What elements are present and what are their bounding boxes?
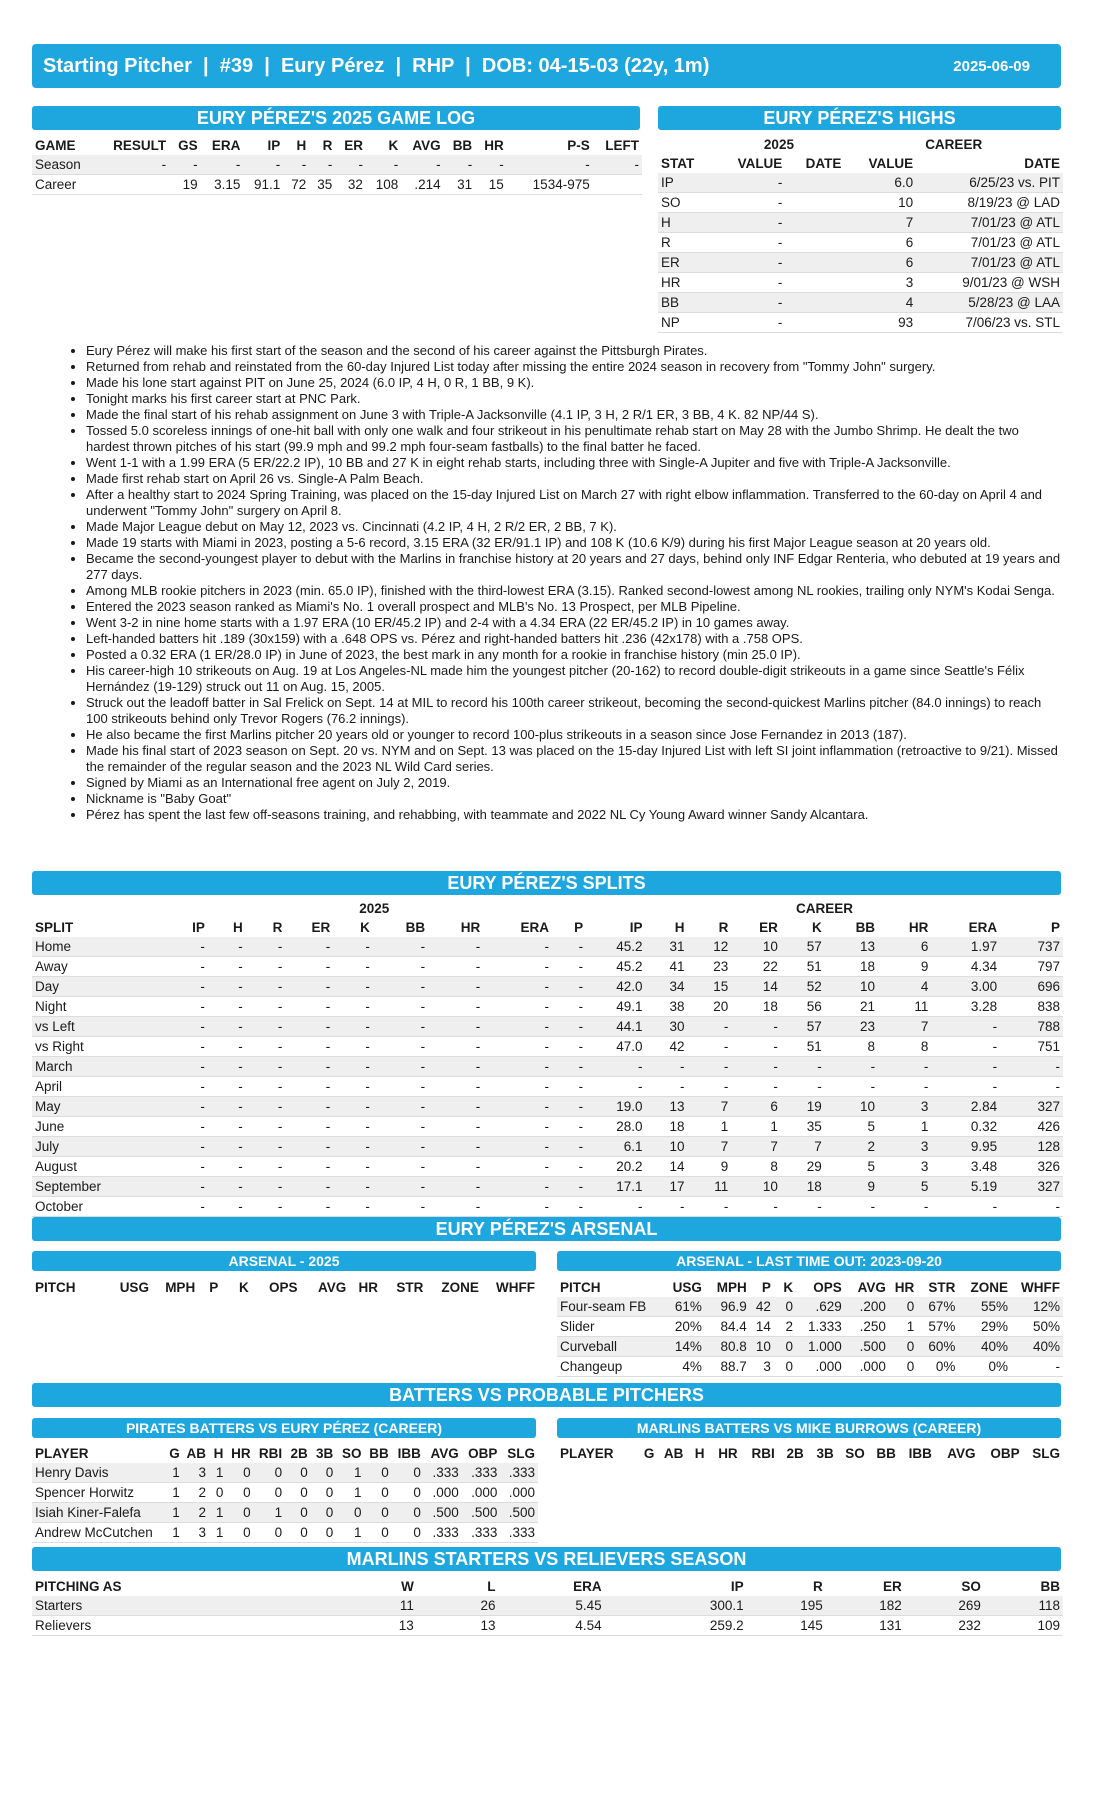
column-header: P — [761, 1280, 771, 1295]
column-header: H — [213, 1446, 224, 1461]
column-header: WHFF — [1021, 1280, 1060, 1295]
table-row: August - - - - - - - - - 20.2 14 9 8 29 5 3 3.48 326 — [32, 1157, 1063, 1177]
splits-group-career: CAREER — [796, 901, 854, 916]
column-header: 2B — [290, 1446, 308, 1461]
column-header: HR — [358, 1280, 378, 1295]
arsenal-title: EURY PÉREZ'S ARSENAL — [32, 1217, 1061, 1241]
col-er: ER — [344, 138, 363, 153]
column-header: OBP — [468, 1446, 498, 1461]
column-header: P — [574, 920, 584, 935]
note-item: • Struck out the leadoff batter in Sal Frelick on Sept. 14 at MIL to record his 100th career strikeout, becoming the second-quickest Marlins pitcher (84.0 innings) to reach 100 strikeouts behind only Trevor Rogers (76.2 innings). — [86, 695, 1063, 727]
column-header: MPH — [165, 1280, 196, 1295]
highs-group-2025: 2025 — [763, 137, 794, 152]
highs-title: EURY PÉREZ'S HIGHS — [658, 106, 1061, 130]
column-header: HR — [908, 920, 929, 935]
table-row: Spencer Horwitz 1 2 0 0 0 0 0 1 0 0 .000 .000 .000 — [32, 1483, 538, 1503]
table-row: NP - 93 7/06/23 vs. STL — [658, 313, 1063, 333]
column-header: IBB — [397, 1446, 421, 1461]
table-row: Andrew McCutchen 1 3 1 0 0 0 0 1 0 0 .333 .333 .333 — [32, 1523, 538, 1543]
column-header: ERA — [968, 920, 998, 935]
header-bar — [32, 44, 1061, 88]
marlins-batters-title: MARLINS BATTERS VS MIKE BURROWS (CAREER) — [557, 1418, 1061, 1438]
column-header: BB — [405, 920, 426, 935]
col-ps: P-S — [567, 138, 590, 153]
column-header: K — [811, 920, 822, 935]
table-row: HR - 3 9/01/23 @ WSH — [658, 273, 1063, 293]
starters-relievers-title: MARLINS STARTERS VS RELIEVERS SEASON — [32, 1547, 1061, 1571]
column-header: BB — [876, 1446, 896, 1461]
column-header: BB — [369, 1446, 389, 1461]
column-header: SLG — [507, 1446, 535, 1461]
note-item: • Tossed 5.0 scoreless innings of one-hit ball with only one walk and four strikeout in his penultimate rehab start on May 28 with the Jumbo Shrimp. He dealt the two hardest thrown pitches of his start (99.9 mph and 99.2 mph four-seam fastballs) to the final batter he faced. — [86, 423, 1063, 455]
table-row: H - 7 7/01/23 @ ATL — [658, 213, 1063, 233]
column-header: K — [360, 920, 370, 935]
column-header: R — [272, 920, 283, 935]
column-header: HR — [718, 1446, 738, 1461]
column-header: ERA — [520, 920, 549, 935]
column-header: IP — [730, 1579, 744, 1594]
column-header: PITCH — [560, 1280, 601, 1295]
column-header: 2B — [786, 1446, 804, 1461]
table-row: vs Right - - - - - - - - - 47.0 42 - - 51 8 8 - 751 — [32, 1037, 1063, 1057]
table-row: Slider 20% 84.4 14 2 1.333 .250 1 57% 29% 50% — [557, 1317, 1063, 1337]
column-header: 3B — [816, 1446, 834, 1461]
table-row: Four-seam FB 61% 96.9 42 0 .629 .200 0 67% 55% 12% — [557, 1297, 1063, 1317]
column-header: BB — [1040, 1579, 1060, 1594]
header-role: Starting Pitcher — [43, 54, 192, 77]
column-header: AVG — [857, 1280, 886, 1295]
note-item: • Signed by Miami as an International free agent on July 2, 2019. — [86, 775, 1063, 791]
game-log-title: EURY PÉREZ'S 2025 GAME LOG — [32, 106, 640, 130]
col-k: K — [388, 138, 399, 153]
column-header: STR — [396, 1280, 424, 1295]
column-header: STR — [928, 1280, 956, 1295]
table-row: BB - 4 5/28/23 @ LAA — [658, 293, 1063, 313]
column-header: SO — [342, 1446, 362, 1461]
column-header: RBI — [751, 1446, 775, 1461]
table-row: Henry Davis 1 3 1 0 0 0 0 1 0 0 .333 .333 .333 — [32, 1463, 538, 1483]
note-item: • His career-high 10 strikeouts on Aug. 19 at Los Angeles-NL made him the youngest pitcher (20-162) to record double-digit strikeouts in a game since Seattle's Félix Hernández (19-129) struck out 11 on Aug. 15, 2005. — [86, 663, 1063, 695]
table-row: May - - - - - - - - - 19.0 13 7 6 19 10 3 2.84 327 — [32, 1097, 1063, 1117]
column-header: HR — [894, 1280, 915, 1295]
table-row: SO - 10 8/19/23 @ LAD — [658, 193, 1063, 213]
table-row: Relievers 13 13 4.54 259.2 145 131 232 109 — [32, 1616, 1063, 1636]
col-r: R — [322, 138, 333, 153]
column-header: SO — [961, 1579, 981, 1594]
note-item: • Went 1-1 with a 1.99 ERA (5 ER/22.2 IP), 10 BB and 27 K in eight rehab starts, including three with Single-A Jupiter and five with Triple-A Jacksonville. — [86, 455, 1063, 471]
column-header: MPH — [716, 1280, 747, 1295]
table-row: Away - - - - - - - - - 45.2 41 23 22 51 18 9 4.34 797 — [32, 957, 1063, 977]
column-header: R — [718, 920, 729, 935]
col-date-career: DATE — [1024, 156, 1060, 171]
column-header: G — [643, 1446, 655, 1461]
column-header: HR — [460, 920, 481, 935]
notes-list — [68, 343, 1063, 823]
col-left: LEFT — [605, 138, 639, 153]
column-header: 3B — [316, 1446, 334, 1461]
col-h: H — [296, 138, 307, 153]
arsenal-last-table — [557, 1278, 1063, 1377]
note-item: • Made the final start of his rehab assignment on June 3 with Triple-A Jacksonville (4.1 IP, 3 H, 2 R/1 ER, 3 BB, 4 K. 82 NP/44 S). — [86, 407, 1063, 423]
highs-table — [658, 136, 1063, 333]
highs-group-career: CAREER — [925, 137, 983, 152]
column-header: SLG — [1032, 1446, 1060, 1461]
column-header: SPLIT — [35, 920, 74, 935]
column-header: HR — [231, 1446, 251, 1461]
col-ip: IP — [267, 138, 281, 153]
column-header: ER — [759, 920, 778, 935]
note-item: • Tonight marks his first career start at PNC Park. — [86, 391, 1063, 407]
starters-relievers-table — [32, 1577, 1063, 1636]
header-number: #39 — [219, 54, 254, 77]
column-header: ZONE — [970, 1280, 1009, 1295]
header-title: Starting Pitcher | #39 | Eury Pérez | RHP | DOB: 04-15-03 (22y, 1m) — [43, 54, 710, 77]
column-header: IBB — [908, 1446, 932, 1461]
column-header: PITCH — [35, 1280, 76, 1295]
col-date-2025: DATE — [805, 156, 842, 171]
col-era: ERA — [211, 138, 241, 153]
arsenal-2025-table — [32, 1278, 538, 1297]
table-row: September - - - - - - - - - 17.1 17 11 10 18 9 5 5.19 327 — [32, 1177, 1063, 1197]
col-stat: STAT — [661, 156, 695, 171]
table-row: October - - - - - - - - - - - - - - - - - - — [32, 1197, 1063, 1217]
column-header: OPS — [269, 1280, 298, 1295]
column-header: AB — [186, 1446, 206, 1461]
column-header: BB — [855, 920, 876, 935]
note-item: • Entered the 2023 season ranked as Miami's No. 1 overall prospect and MLB's No. 13 Prospect, per MLB Pipeline. — [86, 599, 1063, 615]
col-bb: BB — [452, 138, 473, 153]
column-header: AVG — [317, 1280, 347, 1295]
column-header: USG — [119, 1280, 149, 1295]
note-item: • Eury Pérez will make his first start of the season and the second of his career against the Pittsburgh Pirates. — [86, 343, 1063, 359]
column-header: ER — [883, 1579, 902, 1594]
table-row: ER - 6 7/01/23 @ ATL — [658, 253, 1063, 273]
col-result: RESULT — [113, 138, 167, 153]
table-row: Changeup 4% 88.7 3 0 .000 .000 0 0% 0% - — [557, 1357, 1063, 1377]
col-avg: AVG — [412, 138, 441, 153]
game-log-table — [32, 136, 642, 195]
table-row: IP - 6.0 6/25/23 vs. PIT — [658, 173, 1063, 193]
col-value-2025: VALUE — [737, 156, 783, 171]
column-header: PLAYER — [35, 1446, 89, 1461]
batters-title: BATTERS VS PROBABLE PITCHERS — [32, 1383, 1061, 1407]
pirates-batters-title: PIRATES BATTERS VS EURY PÉREZ (CAREER) — [32, 1418, 536, 1438]
table-row: June - - - - - - - - - 28.0 18 1 1 35 5 1 0.32 426 — [32, 1117, 1063, 1137]
marlins-batters-table — [557, 1444, 1063, 1463]
column-header: P — [1050, 920, 1060, 935]
table-row: Career 19 3.15 91.1 72 35 32 108 .214 31 15 1534-975 — [32, 175, 642, 195]
table-row: Curveball 14% 80.8 10 0 1.000 .500 0 60% 40% 40% — [557, 1337, 1063, 1357]
note-item: • Among MLB rookie pitchers in 2023 (min. 65.0 IP), finished with the third-lowest ERA (3.15). Ranked second-lowest among NL rookies, trailing only NYM's Kodai Senga. — [86, 583, 1063, 599]
table-row: April - - - - - - - - - - - - - - - - - - — [32, 1077, 1063, 1097]
note-item: • Made 19 starts with Miami in 2023, posting a 5-6 record, 3.15 ERA (32 ER/91.1 IP) and 108 K (10.6 K/9) during his first Major League season at 20 years old. — [86, 535, 1063, 551]
column-header: WHFF — [496, 1280, 535, 1295]
note-item: • Nickname is "Baby Goat" — [86, 791, 1063, 807]
notes-section — [68, 343, 1063, 823]
column-header: ERA — [573, 1579, 602, 1594]
column-header: PLAYER — [560, 1446, 614, 1461]
column-header: AVG — [430, 1446, 459, 1461]
note-item: • Pérez has spent the last few off-seasons training, and rehabbing, with teammate and 2022 NL Cy Young Award winner Sandy Alcantara. — [86, 807, 1063, 823]
header-name: Eury Pérez — [280, 54, 385, 77]
splits-title: EURY PÉREZ'S SPLITS — [32, 871, 1061, 895]
table-row: R - 6 7/01/23 @ ATL — [658, 233, 1063, 253]
note-item: • Returned from rehab and reinstated from the 60-day Injured List today after missing the entire 2024 season in recovery from "Tommy John" surgery. — [86, 359, 1063, 375]
table-row: vs Left - - - - - - - - - 44.1 30 - - 57 23 7 - 788 — [32, 1017, 1063, 1037]
header-dob: DOB: 04-15-03 (22y, 1m) — [481, 54, 710, 77]
column-header: AVG — [947, 1446, 976, 1461]
table-row: Day - - - - - - - - - 42.0 34 15 14 52 10 4 3.00 696 — [32, 977, 1063, 997]
header-throws: RHP — [412, 54, 455, 77]
col-gs: GS — [178, 138, 198, 153]
column-header: ER — [311, 920, 331, 935]
column-header: W — [401, 1579, 414, 1594]
column-header: H — [232, 920, 243, 935]
column-header: K — [239, 1280, 249, 1295]
table-row: Night - - - - - - - - - 49.1 38 20 18 56 21 11 3.28 838 — [32, 997, 1063, 1017]
splits-table — [32, 900, 1063, 1217]
column-header: ZONE — [441, 1280, 479, 1295]
note-item: • Went 3-2 in nine home starts with a 1.97 ERA (10 ER/45.2 IP) and 2-4 with a 4.34 ERA (22 ER/45.2 IP) in 10 games away. — [86, 615, 1063, 631]
note-item: • After a healthy start to 2024 Spring Training, was placed on the 15-day Injured List on March 27 with right elbow inflammation. Transferred to the 60-day on April 4 and underwent "Tommy John" surgery on April 8. — [86, 487, 1063, 519]
splits-group-2025: 2025 — [359, 901, 390, 916]
table-row: Season - - - - - - - - - - - - - — [32, 155, 642, 175]
note-item: • Made his lone start against PIT on June 25, 2024 (6.0 IP, 4 H, 0 R, 1 BB, 9 K). — [86, 375, 1063, 391]
col-hr: HR — [484, 138, 504, 153]
column-header: K — [783, 1280, 794, 1295]
table-row: March - - - - - - - - - - - - - - - - - - — [32, 1057, 1063, 1077]
arsenal-last-title: ARSENAL - LAST TIME OUT: 2023-09-20 — [557, 1251, 1061, 1271]
note-item: • Left-handed batters hit .189 (30x159) with a .648 OPS vs. Pérez and right-handed batters hit .236 (42x178) with a .758 OPS. — [86, 631, 1063, 647]
column-header: G — [169, 1446, 180, 1461]
column-header: RBI — [258, 1446, 283, 1461]
pirates-batters-table — [32, 1444, 538, 1543]
column-header: H — [694, 1446, 705, 1461]
note-item: • Became the second-youngest player to debut with the Marlins in franchise history at 20 years and 27 days, behind only INF Edgar Renteria, who debuted at 19 years and 277 days. — [86, 551, 1063, 583]
column-header: PITCHING AS — [35, 1579, 122, 1594]
note-item: • Posted a 0.32 ERA (1 ER/28.0 IP) in June of 2023, the best mark in any month for a rookie in franchise history (min 25.0 IP). — [86, 647, 1063, 663]
column-header: USG — [672, 1280, 702, 1295]
col-value-career: VALUE — [868, 156, 914, 171]
column-header: L — [487, 1579, 496, 1594]
arsenal-2025-title: ARSENAL - 2025 — [32, 1251, 536, 1271]
column-header: IP — [629, 920, 643, 935]
column-header: R — [812, 1579, 823, 1594]
table-row: July - - - - - - - - - 6.1 10 7 7 7 2 3 9.95 128 — [32, 1137, 1063, 1157]
note-item: • Made his final start of 2023 season on Sept. 20 vs. NYM and on Sept. 13 was placed on the 15-day Injured List with left SI joint inflammation (retroactive to 9/21). Missed the remainder of the regular season and the 2023 NL Wild Card series. — [86, 743, 1063, 775]
column-header: H — [674, 920, 685, 935]
column-header: OBP — [990, 1446, 1020, 1461]
table-row: Starters 11 26 5.45 300.1 195 182 269 118 — [32, 1596, 1063, 1616]
note-item: • Made Major League debut on May 12, 2023 vs. Cincinnati (4.2 IP, 4 H, 2 R/2 ER, 2 BB, 7 K). — [86, 519, 1063, 535]
column-header: OPS — [813, 1280, 842, 1295]
note-item: • Made first rehab start on April 26 vs. Single-A Palm Beach. — [86, 471, 1063, 487]
table-row: Isiah Kiner-Falefa 1 2 1 0 1 0 0 0 0 0 .500 .500 .500 — [32, 1503, 538, 1523]
header-date: 2025-06-09 — [953, 57, 1030, 75]
note-item: • He also became the first Marlins pitcher 20 years old or younger to record 100-plus strikeouts in a season since Jose Fernandez in 2013 (187). — [86, 727, 1063, 743]
col-game: GAME — [35, 138, 76, 153]
column-header: SO — [845, 1446, 865, 1461]
table-row: Home - - - - - - - - - 45.2 31 12 10 57 13 6 1.97 737 — [32, 937, 1063, 957]
column-header: P — [209, 1280, 219, 1295]
column-header: IP — [192, 920, 205, 935]
column-header: AB — [663, 1446, 684, 1461]
